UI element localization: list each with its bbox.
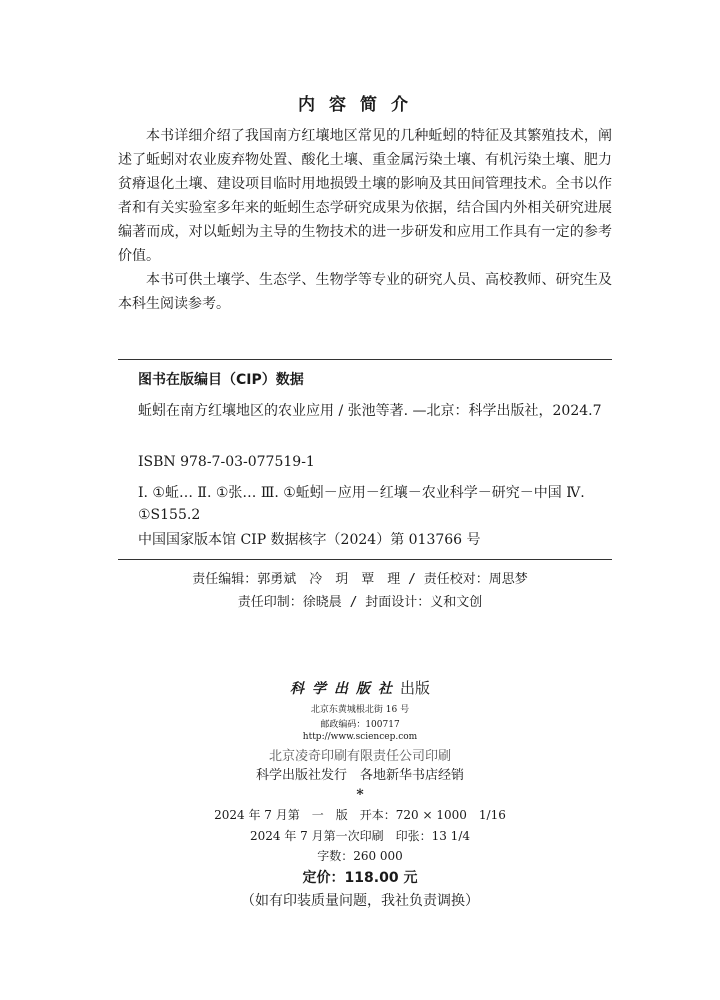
intro-paragraph-2: 本书可供土壤学、生态学、生物学等专业的研究人员、高校教师、研究生及本科生阅读参考。 [118, 272, 612, 312]
publisher-logo-text: 科学出版社 [289, 681, 400, 697]
cip-top-divider [118, 359, 612, 360]
edition-info: 2024 年 7 月第 一 版 开本：720 × 1000 1/16 [214, 808, 506, 822]
intro-paragraph-1: 本书详细介绍了我国南方红壤地区常见的几种蚯蚓的特征及其繁殖技术，阐述了蚯蚓对农业废弃物处置、酸化土壤、重金属污染土壤、有机污染土壤、肥力贫瘠退化土壤、建设项目临时用地损毁土壤的影响及其田间管理技术。全书以作者和有关实验室多年来的蚯蚓生态学研究成果为依据，结合国内外相关研究进展编著而成，对以蚯蚓为主导的生物技术的进一步研发和应用工作具有一定的参考价值。 [118, 128, 612, 264]
cip-bottom-divider [118, 559, 612, 560]
publisher-suffix: 出版 [399, 679, 430, 697]
publisher-address: 北京东黄城根北街 16 号 [310, 705, 410, 715]
word-count: 字数：260 000 [317, 849, 403, 863]
cip-core-number: 中国国家版本馆 CIP 数据核字（2024）第 013766 号 [138, 532, 481, 548]
publisher-postcode: 邮政编码：100717 [320, 720, 400, 730]
cip-book-entry: 蚯蚓在南方红壤地区的农业应用 / 张池等著. —北京：科学出版社，2024.7 [138, 403, 602, 419]
cip-classification: Ⅰ. ①蚯… Ⅱ. ①张… Ⅲ. ①蚯蚓－应用－红壤－农业科学－研究－中国 Ⅳ. ①S155.2 [138, 485, 585, 523]
printing-info: 2024 年 7 月第一次印刷 印张：13 1/4 [249, 829, 470, 843]
separator-star: * [356, 787, 364, 803]
printer: 北京凌奇印刷有限责任公司印刷 [268, 749, 451, 764]
production-credits: 责任印制：徐晓晨 / 封面设计：义和文创 [237, 595, 483, 610]
price: 定价：118.00 元 [302, 870, 418, 886]
publisher-url: http://www.sciencep.com [302, 732, 418, 742]
editor-credits: 责任编辑：郭勇斌 冷 玥 覃 理 / 责任校对：周思梦 [192, 572, 528, 587]
quality-note: （如有印装质量问题，我社负责调换） [241, 893, 479, 909]
cip-isbn: ISBN 978-7-03-077519-1 [138, 454, 315, 470]
page-title: 内容简介 [298, 95, 422, 115]
cip-heading: 图书在版编目（CIP）数据 [138, 372, 304, 388]
publisher-line [0, 677, 720, 698]
distribution: 科学出版社发行 各地新华书店经销 [255, 768, 464, 783]
